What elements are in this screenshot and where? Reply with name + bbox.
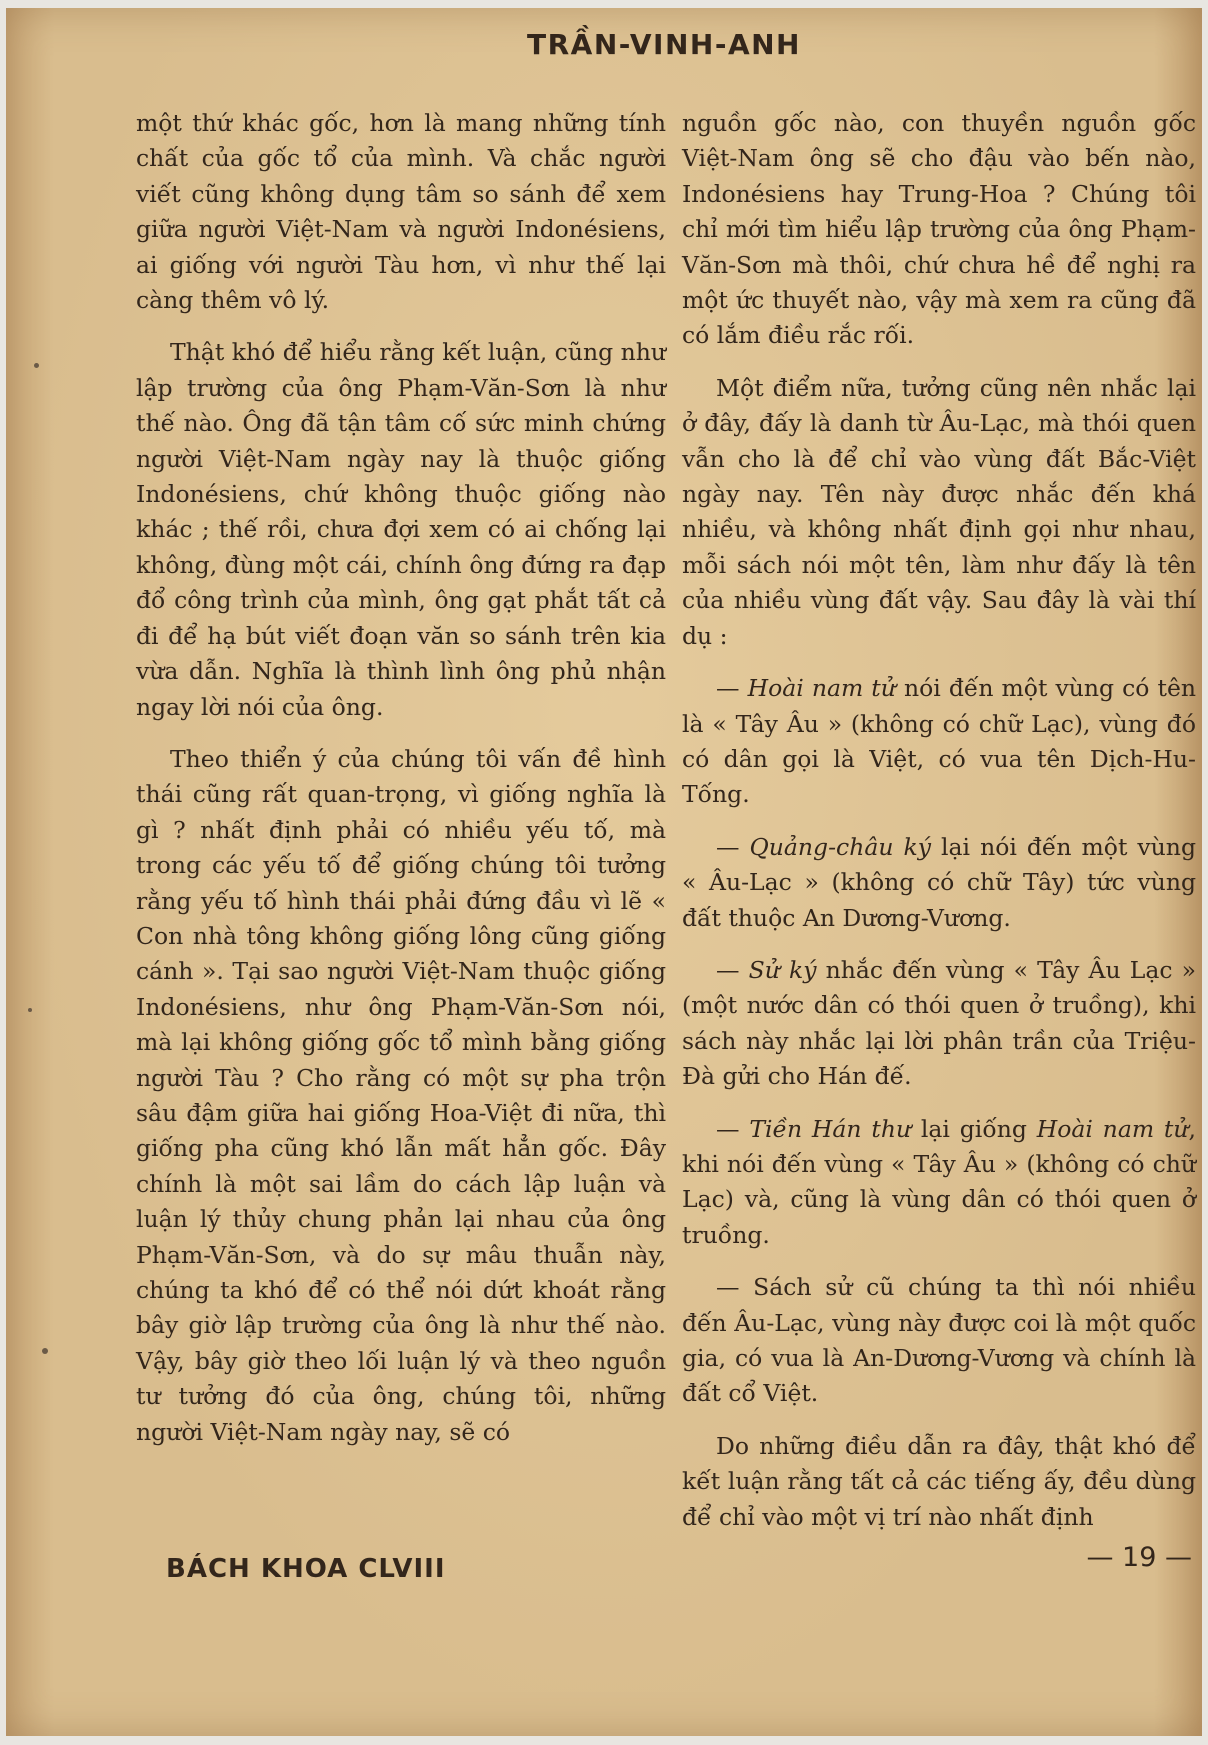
paragraph: nguồn gốc nào, con thuyền nguồn gốc Việt-Nam ông sẽ cho đậu vào bến nào, Indonésiens hay Trung-Hoa ? Chúng tôi chỉ mới tìm hiểu lập trường của ông Phạm-Văn-Sơn mà thôi, chứ chưa hề để nghị ra một ức thuyết nào, vậy mà xem ra cũng đã có lắm điều rắc rối. [682,109,1196,350]
paragraph: một thứ khác gốc, hơn là mang những tính chất của gốc tổ của mình. Và chắc người viết cũng không dụng tâm so sánh để xem giữa người Việt-Nam và người Indonésiens, ai giống với người Tàu hơn, vì như thế lại càng thêm vô lý. [136,109,666,315]
paper-speck [28,1008,32,1012]
right-column [682,106,1196,1552]
paragraph: Thật khó để hiểu rằng kết luận, cũng như lập trường của ông Phạm-Văn-Sơn là như thế nào. Ông đã tận tâm cố sức minh chứng người Việt-Nam ngày nay là thuộc giống Indonésiens, chứ không thuộc giống nào khác ; thế rồi, chưa đợi xem có ai chống lại không, đùng một cái, chính ông đứng ra đạp đổ công trình của mình, ông gạt phắt tất cả đi để hạ bút viết đoạn văn so sánh trên kia vừa dẫn. Nghĩa là thình lình ông phủ nhận ngay lời nói của ông. [136,338,667,721]
citation-su-ky [682,953,1196,1095]
paper-speck [42,1348,48,1354]
citation-hoai-nam-tu [682,671,1196,813]
dash: — [716,955,749,984]
citation-quang-chau-ky [682,830,1196,936]
citation-text: , khi nói đến vùng « Tây Âu » (không có chữ Lạc) và, cũng là vùng dân có thói quen ở truồng. [682,1114,1196,1249]
citation-text: nhắc đến vùng « Tây Âu Lạc » (một nước dân có thói quen ở truồng), khi sách này nhắc lại lời phân trần của Triệu-Đà gửi cho Hán đế. [682,955,1196,1091]
source-title: Hoài nam tử [747,674,896,703]
magazine-page [6,8,1202,1736]
citation-sach-su: — Sách sử cũ chúng ta thì nói nhiều đến Âu-Lạc, vùng này được coi là một quốc gia, có vua là An-Dương-Vương và chính là đất cổ Việt. [682,1273,1196,1408]
source-title: Sử ký [748,955,817,984]
magazine-issue: BÁCH KHOA CLVIII [166,1554,446,1584]
source-title: Hoài nam tử [1036,1114,1189,1143]
citation-text: nói đến một vùng có tên là « Tây Âu » (không có chữ Lạc), vùng đó có dân gọi là Việt, có vua tên Dịch-Hu-Tống. [682,674,1196,809]
running-header: TRẦN-VINH-ANH [527,28,801,61]
page-number: — 19 — [1086,1542,1192,1573]
citation-text: lại nói đến một vùng « Âu-Lạc » (không có chữ Tây) tức vùng đất thuộc An Dương-Vương. [682,832,1196,932]
dash: — [716,674,748,703]
citation-tien-han-thu [682,1112,1196,1254]
dash: — [716,832,750,861]
source-title: Quảng-châu ký [749,832,932,861]
paper-speck [34,363,39,368]
left-column [136,106,666,1467]
dash: — [716,1114,750,1143]
paragraph: Một điểm nữa, tưởng cũng nên nhắc lại ở đây, đấy là danh từ Âu-Lạc, mà thói quen vẫn cho là để chỉ vào vùng đất Bắc-Việt ngày nay. Tên này được nhắc đến khá nhiều, và không nhất định gọi như nhau, mỗi sách nói một tên, làm như đấy là tên của nhiều vùng đất vậy. Sau đây là vài thí dụ : [682,373,1196,650]
paragraph: Do những điều dẫn ra đây, thật khó để kết luận rằng tất cả các tiếng ấy, đều dùng để chỉ vào một vị trí nào nhất định [682,1431,1196,1531]
source-title: Tiền Hán thư [749,1114,912,1143]
citation-text: lại giống [911,1114,1037,1143]
paragraph: Theo thiển ý của chúng tôi vấn đề hình thái cũng rất quan-trọng, vì giống nghĩa là gì ? nhất định phải có nhiều yếu tố, mà trong các yếu tố để giống chúng tôi tưởng rằng yếu tố hình thái phải đứng đầu vì lẽ « Con nhà tông không giống lông cũng giống cánh ». Tại sao người Việt-Nam thuộc giống Indonésiens, như ông Phạm-Văn-Sơn nói, mà lại không giống gốc tổ mình bằng giống người Tàu ? Cho rằng có một sự pha trộn sâu đậm giữa hai giống Hoa-Việt đi nữa, thì giống pha cũng khó lẫn mất hẳn gốc. Đây chính là một sai lầm do cách lập luận và luận lý thủy chung phản lại nhau của ông Phạm-Văn-Sơn, và do sự mâu thuẫn này, chúng ta khó để có thể nói dứt khoát rằng bây giờ lập trường của ông là như thế nào. Vậy, bây giờ theo lối luận lý và theo nguồn tư tưởng đó của ông, chúng tôi, những người Việt-Nam ngày nay, sẽ có [136,744,666,1446]
